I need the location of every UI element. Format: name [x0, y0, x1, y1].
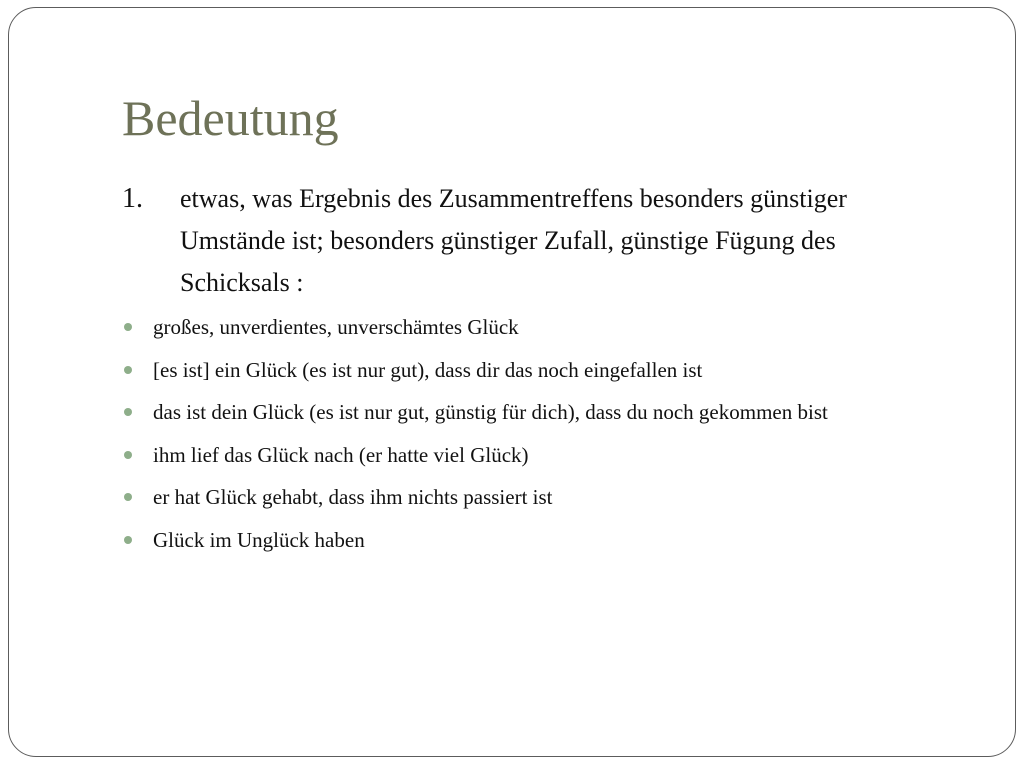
example-text: Glück im Unglück haben — [153, 527, 365, 552]
bullet-dot-icon — [124, 536, 132, 544]
slide-frame — [8, 7, 1016, 757]
definition-line: Umstände ist; besonders günstiger Zufall, günstige Fügung des — [180, 226, 836, 255]
example-text: ihm lief das Glück nach (er hatte viel Glück) — [153, 442, 529, 467]
bullet-dot-icon — [124, 366, 132, 374]
example-text: das ist dein Glück (es ist nur gut, günstig für dich), dass du noch gekommen bist — [153, 400, 828, 424]
bullet-dot-icon — [124, 451, 132, 459]
bullet-dot-icon — [124, 408, 132, 416]
slide-title: Bedeutung — [122, 90, 339, 146]
definition-number: 1. — [122, 183, 143, 214]
definition-line: Schicksals : — [180, 268, 304, 297]
bullet-dot-icon — [124, 323, 132, 331]
bullet-dot-icon — [124, 493, 132, 501]
example-text: großes, unverdientes, unverschämtes Glück — [153, 315, 519, 339]
definition-line: etwas, was Ergebnis des Zusammentreffens besonders günstiger — [180, 184, 847, 213]
example-text: [es ist] ein Glück (es ist nur gut), dass dir das noch eingefallen ist — [153, 357, 703, 382]
example-text: er hat Glück gehabt, dass ihm nichts passiert ist — [153, 485, 553, 509]
definition-text — [180, 178, 980, 304]
